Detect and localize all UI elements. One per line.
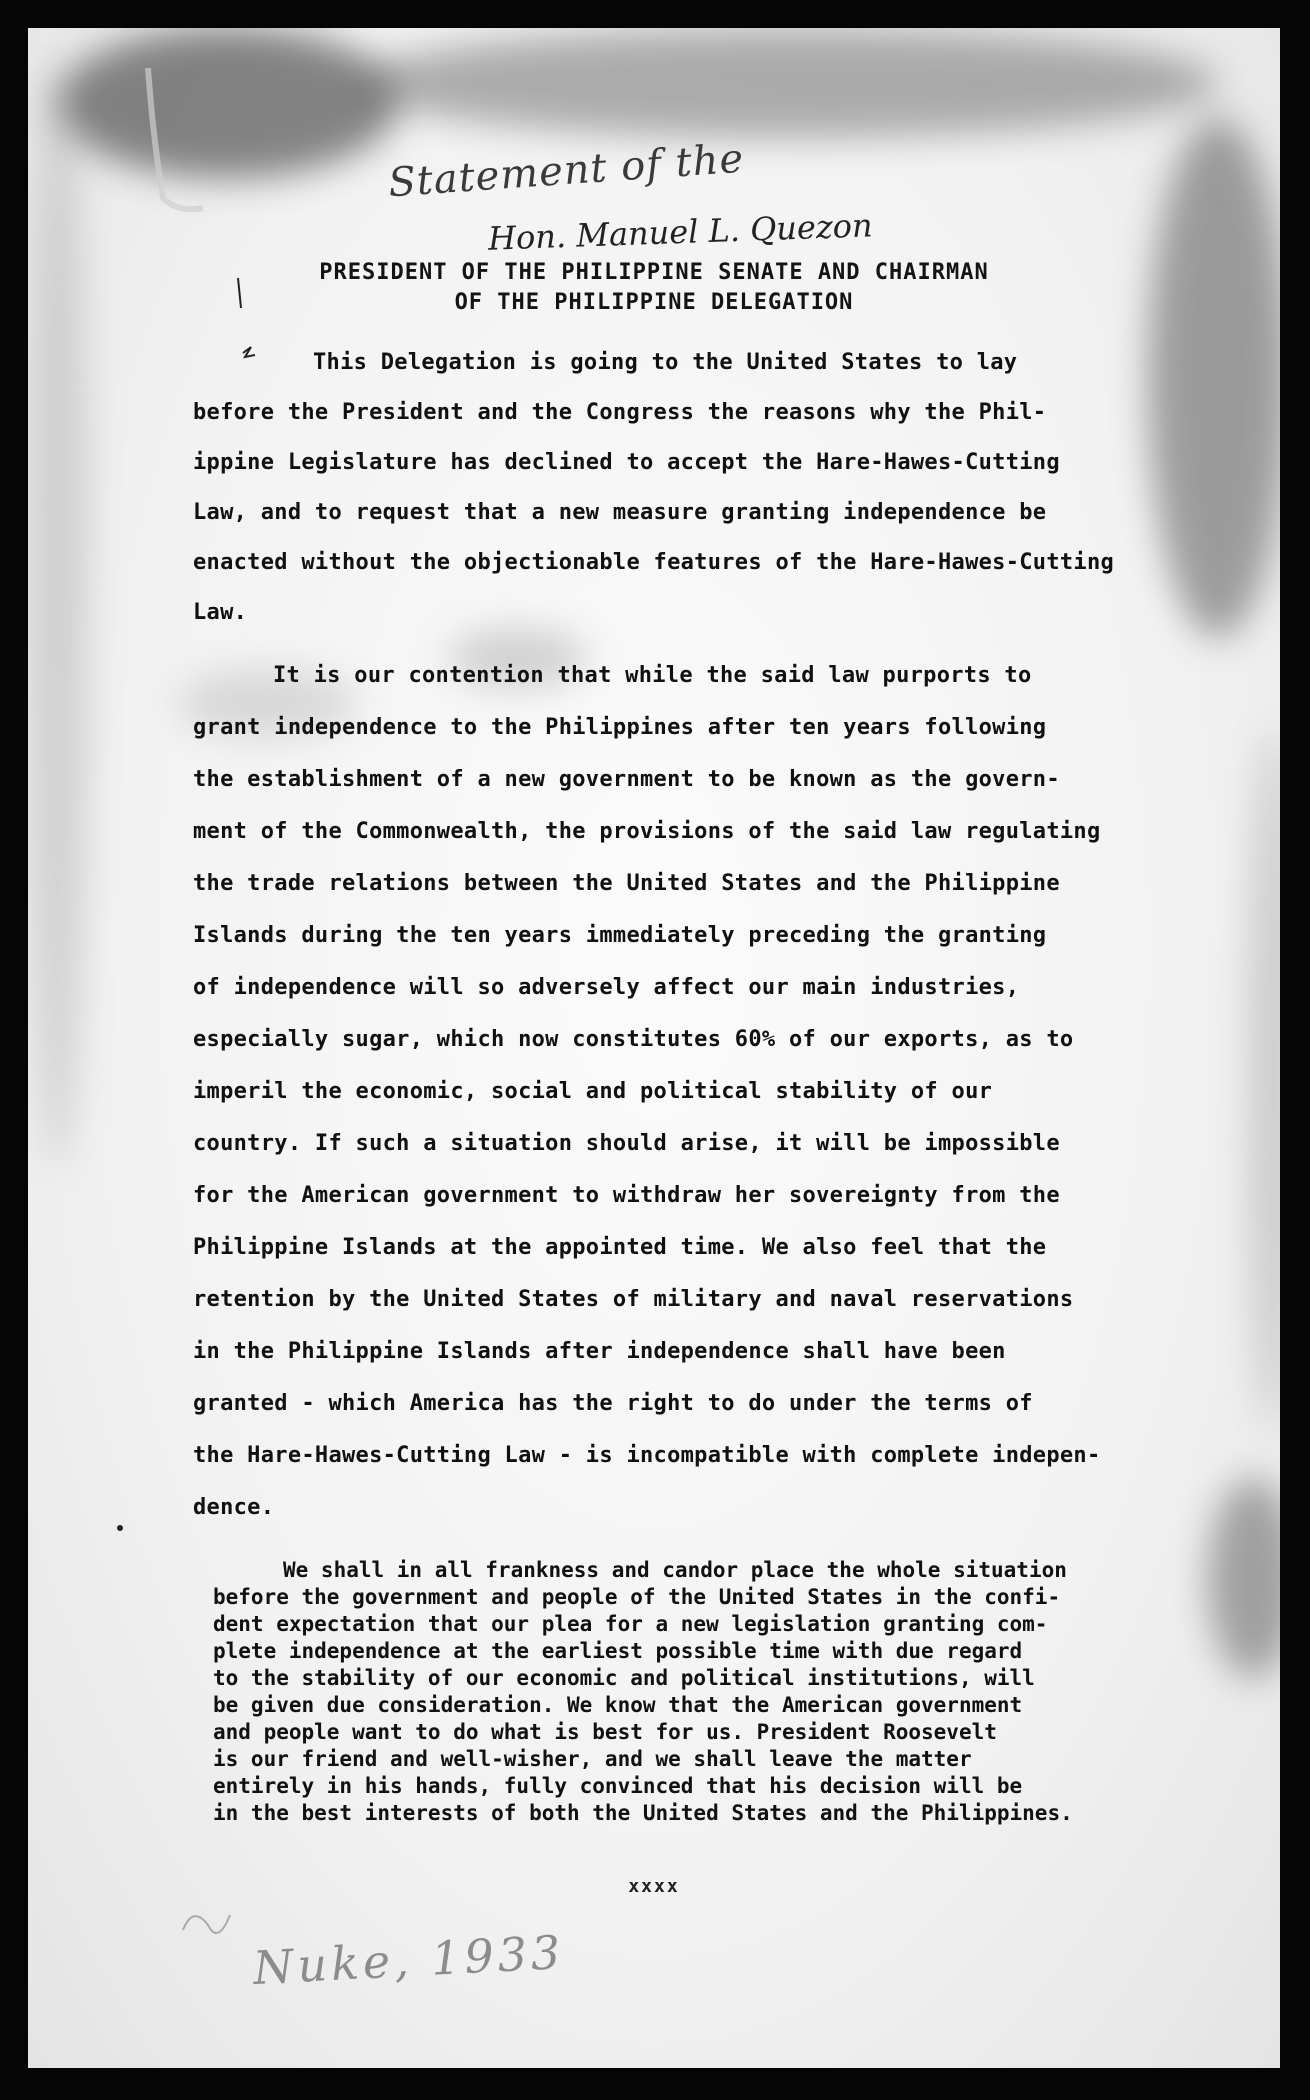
paragraph-1-line: before the President and the Congress the reasons why the Phil- [193,400,1047,425]
paragraph-2-line: the trade relations between the United States and the Philippine [193,871,1060,896]
paragraph-3-line: dent expectation that our plea for a new legislation granting com- [213,1612,1048,1636]
paragraph-3-line: be given due consideration. We know that the American government [213,1693,1023,1717]
paragraph-1-line: Law, and to request that a new measure granting independence be [193,500,1047,525]
paragraph-2-line: granted - which America has the right to do under the terms of [193,1391,1033,1416]
paragraph-2-line: of independence will so adversely affect our main industries, [193,975,1020,1000]
handwritten-statement-note: Statement of the [386,135,746,207]
end-mark: xxxx [628,1876,680,1897]
paragraph-3-line: plete independence at the earliest possible time with due regard [213,1639,1023,1663]
paragraph-2-line: Philippine Islands at the appointed time. We also feel that the [193,1235,1047,1260]
paragraph-2-line: the establishment of a new government to be known as the govern- [193,767,1060,792]
heading-line-1: PRESIDENT OF THE PHILIPPINE SENATE AND CHAIRMAN [319,260,989,285]
paragraph-3-line: We shall in all frankness and candor place the whole situation [283,1558,1067,1582]
paragraph-2-line: It is our contention that while the said law purports to [273,663,1032,688]
paragraph-3-line: before the government and people of the United States in the confi- [213,1585,1061,1609]
paragraph-3-line: is our friend and well-wisher, and we shall leave the matter [213,1747,972,1771]
paragraph-1-line: enacted without the objectionable features of the Hare-Hawes-Cutting [193,550,1115,575]
paragraph-2-line: imperil the economic, social and political stability of our [193,1079,993,1104]
paragraph-2-line: country. If such a situation should arise, it will be impossible [193,1131,1060,1156]
handwritten-date-note: Nuke, 1933 [251,1924,566,1996]
handwritten-name-note: Hon. Manuel L. Quezon [487,206,874,258]
paragraph-2-line: Islands during the ten years immediately preceding the granting [193,923,1047,948]
paragraph-3-line: to the stability of our economic and political institutions, will [213,1666,1035,1690]
paragraph-2-line: for the American government to withdraw her sovereignty from the [193,1183,1060,1208]
document-page [28,28,1280,2068]
paragraph-2-line: especially sugar, which now constitutes 60% of our exports, as to [193,1027,1074,1052]
paragraph-2-line: dence. [193,1495,275,1520]
heading-line-2: OF THE PHILIPPINE DELEGATION [454,290,854,315]
paragraph-3-line: in the best interests of both the United States and the Philippines. [213,1801,1073,1825]
paragraph-1-line: ippine Legislature has declined to accept the Hare-Hawes-Cutting [193,450,1060,475]
paragraph-1-line: Law. [193,600,248,625]
paragraph-2-line: ment of the Commonwealth, the provisions of the said law regulating [193,819,1101,844]
paragraph-2-line: retention by the United States of military and naval reservations [193,1287,1074,1312]
paragraph-2-line: in the Philippine Islands after independence shall have been [193,1339,1006,1364]
paragraph-2-line: grant independence to the Philippines after ten years following [193,715,1047,740]
paragraph-2-line: the Hare-Hawes-Cutting Law - is incompatible with complete indepen- [193,1443,1101,1468]
paragraph-3-line: and people want to do what is best for us. President Roosevelt [213,1720,997,1744]
paragraph-3-line: entirely in his hands, fully convinced that his decision will be [213,1774,1023,1798]
paragraph-1-line: This Delegation is going to the United States to lay [313,350,1018,375]
